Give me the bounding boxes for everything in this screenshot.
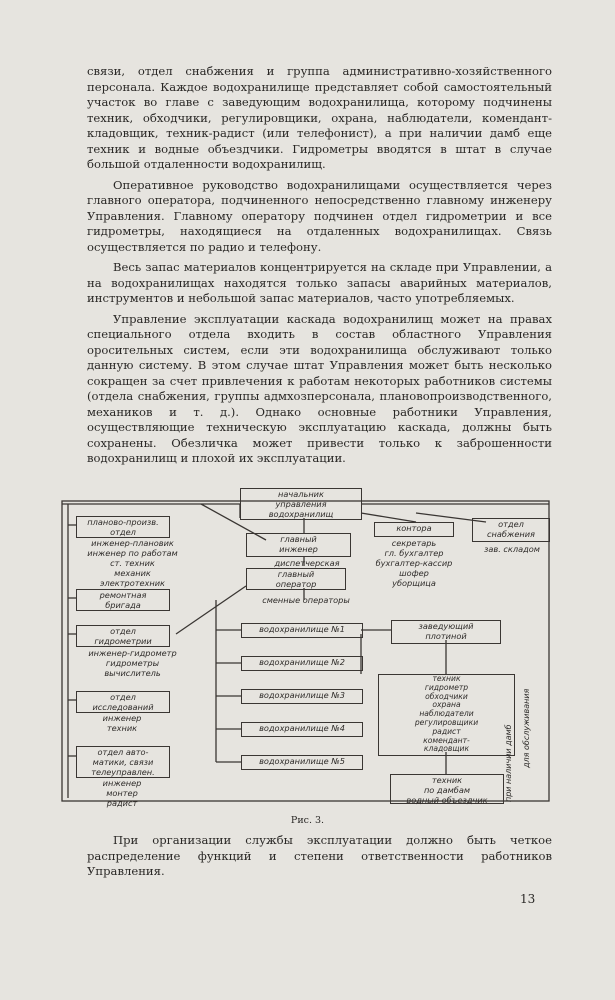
repair-team-box: ремонтная бригада [76, 589, 170, 611]
closing-paragraph: При организации службы эксплуатации должно быть четкое распределение функций и степени ответственности работников Управления. [87, 833, 552, 878]
hydrometry-staff: инженер-гидрометр гидрометры вычислитель [88, 648, 177, 678]
chief-engineer-box: главный инженер [246, 533, 351, 557]
paragraph-2: Оперативное руководство водохранилищами осуществляется через главного оператора, подчиненного непосредственно главному инженеру Управления. Главному оператору подчинен отдел гидрометрии и все гидрометры, находящиеся на отдаленных водохранилищах. Связь осуществляется по радио и телефону. [87, 177, 552, 254]
levee-note: при наличии дамб [504, 724, 513, 802]
research-staff: инженер техник [102, 713, 142, 733]
research-dept-box: отдел исследований [76, 691, 170, 713]
head-box: начальник управления водохранилищ [240, 488, 362, 520]
reservoir-3-box: водохранилище №3 [241, 689, 363, 704]
office-staff: секретарь гл. бухгалтер бухгалтер-кассир шофер уборщица [375, 538, 453, 588]
levee-staff-box: техник по дамбам водный объездчик [390, 774, 504, 804]
reservoir-2-box: водохранилище №2 [241, 656, 363, 671]
side-note: для обслуживания [522, 688, 531, 768]
dam-manager-box: заведующий плотиной [391, 620, 501, 644]
supply-staff: зав. складом [484, 544, 540, 554]
paragraph-3: Весь запас материалов концентрируется на складе при Управлении, а на водохранилищах находятся только запасы аварийных материалов, инструментов и небольшой запас материалов, часто употребляемых. [87, 260, 552, 305]
figure-caption: Рис. 3. [290, 815, 325, 826]
reservoir-5-box: водохранилище №5 [241, 755, 363, 770]
automation-staff: инженер монтер радист [102, 778, 142, 808]
reservoir-4-box: водохранилище №4 [241, 722, 363, 737]
dam-staff-box: техник гидрометр обходчики охрана наблюдатели регулировщики радист комендант- кладовщик [378, 674, 515, 756]
planning-dept-box: планово-произв. отдел [76, 516, 170, 538]
paragraph-4: Управление эксплуатации каскада водохранилищ может на правах специального отдела входить в состав областного Управления оросительных систем, если эти водохранилища обслуживают только данную систему. В этом случае штат Управления может быть несколько сокращен за счет привлечения к работам некоторых работников системы (отдела снабжения, группы адмхозперсонала, плановопроизводственного, механиков и т. д.). Однако основные работники Управления, осуществляющие техническую эксплуатацию каскада, должны быть сохранены. Обезличка может привести только к заброшенности водохранилищ и плохой их эксплуатации. [87, 311, 552, 465]
page-number: 13 [520, 892, 536, 906]
shift-operators-label: сменные операторы [262, 595, 350, 605]
paragraph-1: связи, отдел снабжения и группа административно-хозяйственного персонала. Каждое водохранилище представляет собой самостоятельный участок во главе с заведующим водохранилища, которому подчинены техник, обходчики, регулировщики, охрана, наблюдатели, комендант-кладовщик, техник-радист (или телефонист), а при наличии дамб еще техник и водные объездчики. Гидрометры вводятся в штат в случае большой отдаленности водохранилищ. [87, 64, 552, 171]
office-box: контора [374, 522, 454, 537]
org-chart-figure [56, 478, 556, 808]
planning-staff: инженер-плановик инженер по работам ст. техник механик электротехник [87, 538, 178, 588]
hydrometry-dept-box: отдел гидрометрии [76, 625, 170, 647]
chief-operator-box: главный оператор [246, 568, 346, 590]
dispatcher-label: диспетчерская [274, 558, 340, 568]
supply-dept-box: отдел снабжения [472, 518, 550, 542]
body-text [87, 64, 552, 472]
reservoir-1-box: водохранилище №1 [241, 623, 363, 638]
automation-dept-box: отдел авто- матики, связи телеуправлен. [76, 746, 170, 778]
